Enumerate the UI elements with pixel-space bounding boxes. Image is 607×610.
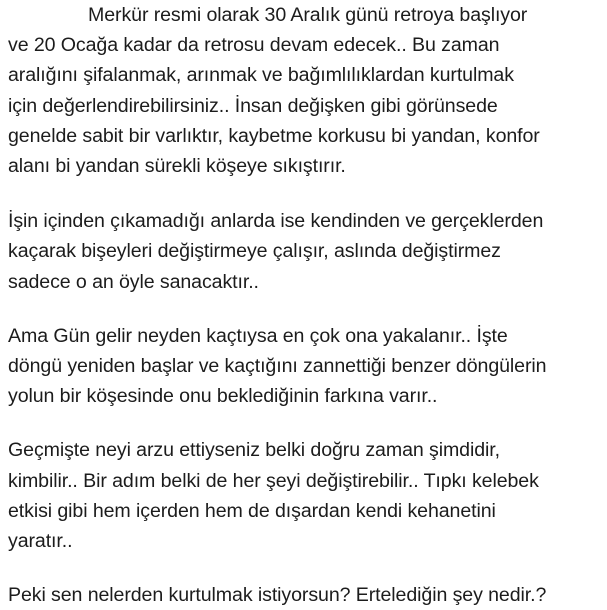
paragraph-butterfly-effect xyxy=(8,435,607,556)
text-line: Peki sen nelerden kurtulmak istiyorsun? Ertelediğin şey nedir.? xyxy=(8,584,547,607)
text-line: yolun bir köşesinde onu beklediğinin farkına varır.. xyxy=(8,385,438,408)
text-line: aralığını şifalanmak, arınmak ve bağımlılıklardan kurtulmak xyxy=(8,64,514,87)
paragraph-spacer xyxy=(8,556,607,580)
text-line: Geçmişte neyi arzu ettiyseniz belki doğru zaman şimdidir, xyxy=(8,439,500,462)
paragraph-question xyxy=(8,580,607,610)
text-line: için değerlendirebilirsiniz.. İnsan değişken gibi görünsede xyxy=(8,94,498,117)
text-line: kaçarak bişeyleri değiştirmeye çalışır, aslında değiştirmez xyxy=(8,240,501,263)
text-line: genelde sabit bir varlıktır, kaybetme korkusu bi yandan, konfor xyxy=(8,124,540,147)
document-body xyxy=(8,0,607,610)
paragraph-spacer xyxy=(8,411,607,435)
paragraph-escape xyxy=(8,206,607,297)
text-line: Ama Gün gelir neyden kaçtıysa en çok ona yakalanır.. İşte xyxy=(8,324,508,347)
text-line: döngü yeniden başlar ve kaçtığını zannettiği benzer döngülerin xyxy=(8,355,547,378)
paragraph-spacer xyxy=(8,181,607,206)
text-line: ve 20 Ocağa kadar da retrosu devam edecek.. Bu zaman xyxy=(8,34,500,57)
text-line: Merkür resmi olarak 30 Aralık günü retroya başlıyor xyxy=(88,4,528,26)
text-line: yaratır.. xyxy=(8,530,73,553)
text-line: alanı bi yandan sürekli köşeye sıkıştırır. xyxy=(8,155,346,178)
paragraph-spacer xyxy=(8,297,607,321)
paragraph-mercury-retrograde xyxy=(8,0,607,181)
text-line: İşin içinden çıkamadığı anlarda ise kendinden ve gerçeklerden xyxy=(8,210,544,233)
text-line: kimbilir.. Bir adım belki de her şeyi değiştirebilir.. Tıpkı kelebek xyxy=(8,469,539,492)
text-line: etkisi gibi hem içerden hem de dışardan kendi kehanetini xyxy=(8,499,496,522)
text-line: sadece o an öyle sanacaktır.. xyxy=(8,270,259,293)
paragraph-cycle xyxy=(8,321,607,412)
